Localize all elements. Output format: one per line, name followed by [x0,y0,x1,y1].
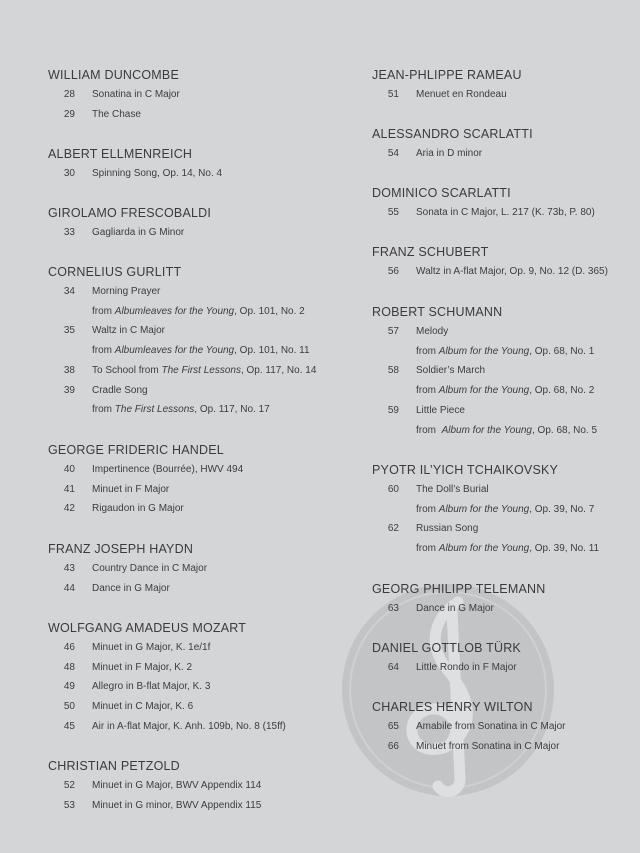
composer-heading: GEORGE FRIDERIC HANDEL [48,443,224,457]
collection-title: Album for the Young [438,385,530,397]
page-number: 57 [387,326,399,337]
page-number: 65 [387,721,399,732]
page-number: 51 [387,89,399,100]
piece-title: Impertinence (Bourrée), HWV 494 [92,464,244,475]
treble-clef-seal-icon [340,582,556,798]
page-number: 34 [63,286,75,297]
piece-title: Spinning Song, Op. 14, No. 4 [92,168,223,179]
page-number: 39 [63,384,75,396]
title-prefix: from [92,305,115,317]
piece-title: Cradle Song [92,384,148,396]
composer-heading: WOLFGANG AMADEUS MOZART [48,621,247,635]
piece-title: Minuet in G Major, BWV Appendix 114 [92,780,262,791]
page-number: 48 [63,661,75,673]
page-number: 42 [63,503,75,515]
composer-heading: JEAN-PHLIPPE RAMEAU [372,68,522,82]
piece-title: Minuet in F Major, K. 2 [92,661,193,673]
piece-title: The Chase [92,108,141,120]
page-number: 56 [387,266,399,277]
page-number: 60 [387,484,399,495]
page-number: 43 [63,563,75,574]
piece-title: Rigaudon in G Major [92,503,184,515]
composer-heading: GIROLAMO FRESCOBALDI [48,206,212,220]
piece-title: Dance in G Major [416,603,494,614]
page-number: 54 [387,148,399,159]
piece-title [416,543,599,554]
piece-title [92,365,316,376]
page-number: 41 [63,483,75,495]
title-prefix: from [416,385,439,397]
title-prefix: from [416,424,442,436]
title-prefix: from [416,543,439,555]
page-number: 38 [63,364,75,376]
page-number: 40 [63,464,75,475]
piece-title [92,306,305,317]
opus-info: , Op. 68, No. 2 [529,385,595,397]
collection-title: Albumleaves for the Young [114,305,235,317]
composer-heading: CHRISTIAN PETZOLD [48,759,180,773]
collection-title: The First Lessons [114,404,195,416]
piece-title: Menuet en Rondeau [416,89,507,100]
piece-title: Aria in D minor [416,148,483,159]
collection-title: Album for the Young [438,503,530,515]
page-number: 53 [63,799,75,811]
piece-title [92,404,270,415]
piece-title: Dance in G Major [92,582,170,594]
piece-title: Little Piece [416,404,465,416]
composer-heading: GEORG PHILIPP TELEMANN [372,582,546,596]
opus-info: , Op. 117, No. 14 [240,364,317,376]
opus-info: , Op. 68, No. 1 [529,345,595,357]
composer-heading: ALESSANDRO SCARLATTI [372,127,533,141]
piece-title: Minuet in G minor, BWV Appendix 115 [92,799,262,811]
composer-heading: DOMINICO SCARLATTI [372,186,511,200]
piece-title: Allegro in B-flat Major, K. 3 [92,681,211,693]
composer-heading: ROBERT SCHUMANN [372,305,503,319]
collection-title: Albumleaves for the Young [114,345,235,357]
page-number: 45 [63,720,75,732]
piece-title: The Doll’s Burial [416,484,489,495]
page-number: 35 [63,325,75,337]
piece-title: Waltz in C Major [92,325,165,337]
composer-heading: DANIEL GOTTLOB TÜRK [372,641,521,655]
title-prefix: from [92,404,115,416]
piece-title: Waltz in A-flat Major, Op. 9, No. 12 (D. 365) [416,266,608,277]
page-number: 30 [63,168,75,179]
page-number: 28 [63,89,75,100]
page-number: 62 [387,523,399,535]
page-number: 49 [63,681,75,693]
page-number: 33 [63,227,75,238]
piece-title: Soldier’s March [416,365,486,377]
title-prefix: from [92,345,115,357]
opus-info: , Op. 101, No. 2 [234,305,305,317]
piece-title [92,345,310,356]
piece-title: Country Dance in C Major [92,563,208,574]
collection-title: Album for the Young [438,543,530,555]
piece-title [416,504,594,515]
page-number: 58 [387,365,399,377]
page-number: 50 [63,701,75,713]
page-number: 29 [63,108,75,120]
composer-heading: PYOTR IL’YICH TCHAIKOVSKY [372,463,559,477]
piece-title [416,425,597,436]
piece-title: Little Rondo in F Major [416,662,517,673]
piece-title: Air in A-flat Major, K. Anh. 109b, No. 8 (15ff) [92,720,286,732]
collection-title: The First Lessons [161,364,241,376]
page-number: 63 [387,603,399,614]
piece-title: Minuet in F Major [92,483,170,495]
title-prefix: from [416,345,439,357]
page-number: 66 [387,740,399,752]
composer-heading: FRANZ SCHUBERT [372,245,489,259]
piece-title: Melody [416,326,449,337]
piece-title: Russian Song [416,523,479,535]
page-number: 52 [63,780,75,791]
piece-title: Amabile from Sonatina in C Major [416,721,566,732]
title-prefix: from [416,503,439,515]
opus-info: , Op. 39, No. 7 [529,503,595,515]
piece-title [416,385,594,396]
opus-info: , Op. 101, No. 11 [234,345,310,357]
composer-heading: CHARLES HENRY WILTON [372,700,533,714]
piece-title: Sonatina in C Major [92,89,180,100]
collection-title: Album for the Young [441,424,532,436]
composer-heading: WILLIAM DUNCOMBE [48,68,179,82]
page-number: 59 [387,404,399,416]
opus-info: , Op. 68, No. 5 [532,424,598,436]
piece-title: Gagliarda in G Minor [92,227,185,238]
piece-title: Sonata in C Major, L. 217 (K. 73b, P. 80) [416,207,595,218]
title-prefix: To School from [92,364,162,376]
piece-title [416,346,594,357]
composer-heading: ALBERT ELLMENREICH [48,147,193,161]
collection-title: Album for the Young [438,345,530,357]
opus-info: , Op. 39, No. 11 [529,543,600,555]
piece-title: Minuet from Sonatina in C Major [416,740,560,752]
composer-heading: FRANZ JOSEPH HAYDN [48,542,194,556]
page-number: 46 [63,642,75,653]
opus-info: , Op. 117, No. 17 [194,404,270,416]
page-number: 64 [387,662,399,673]
piece-title: Minuet in C Major, K. 6 [92,701,194,713]
piece-title: Minuet in G Major, K. 1e/1f [92,642,211,653]
piece-title: Morning Prayer [92,286,161,297]
page-number: 55 [387,207,399,218]
composer-heading: CORNELIUS GURLITT [48,265,182,279]
page-number: 44 [63,582,75,594]
